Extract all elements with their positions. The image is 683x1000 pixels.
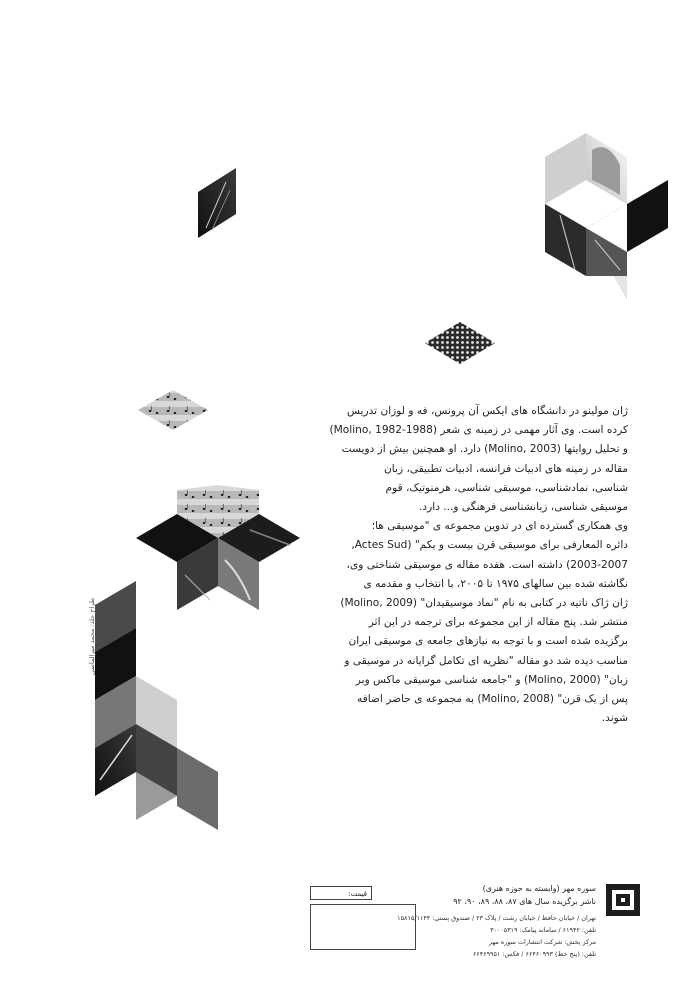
article-line: وی همکاری گسترده ای در تدوین مجموعه ی "موسیقی ها؛ (371, 520, 628, 533)
article-line: زبان" (Molino, 2000) و "جامعه شناسی موسیقی ماکس وبر (355, 673, 628, 686)
designer-credit: طراح جلد: محمد میرالماسی (88, 598, 96, 675)
article-line: پس از یک قرن" (Molino, 2008) به مجموعه ی حاضر اضافه (356, 693, 628, 706)
address-line: مرکز پخش: شرکت انتشارات سوره مهر (488, 938, 596, 946)
address-line: تلفن: ۶۱۹۴۲ / سامانه پیامک: ۳۰۰۰۵۳۱۹ (490, 926, 596, 934)
article-line: ژان ژاک ناتیه در کتابی به نام "نماد موسیقیدان" (Molino, 2009) (340, 597, 628, 610)
photo-rhombus-small (198, 168, 236, 238)
score-rhombus-left (138, 390, 208, 430)
article-body (300, 402, 628, 728)
article-line: دائره المعارفی برای موسیقی قرن بیست و یکم" (Actes Sud, (351, 539, 628, 552)
publisher-award: ناشر برگزیده سال های ۸۷، ۸۸، ۸۹، ۹۰، ۹۲ (453, 897, 596, 906)
article-line: مقاله در زمینه های ادبیات فرانسه، ادبیات تطبیقی، زبان (384, 462, 628, 475)
price-label: قیمت: (310, 886, 372, 900)
article-line: منتشر شد. پنج مقاله از این مجموعه برای ترجمه در این اثر (368, 616, 628, 629)
photo-star-top-right (545, 133, 668, 300)
article-line: برگزیده شده است و با توجه به نیازهای جامعه ی موسیقی ایران (348, 635, 628, 648)
article-line: مناسب دیده شد دو مقاله "نظریه ای تکامل گرایانه در موسیقی و (344, 654, 628, 667)
publisher-footer (308, 884, 640, 984)
address-line: تلفن: (پنج خط) ۶۶۴۶۰۹۹۳ / فکس: ۶۶۴۶۹۹۵۱ (472, 950, 596, 958)
article-line: موسیقی شناسی، زبانشناسی فرهنگی و... دارد. (419, 501, 628, 514)
article-line: کرده است. وی آثار مهمی در زمینه ی شعر (Molino, 1982-1988) (329, 424, 628, 437)
barcode-box (310, 904, 416, 950)
article-line: ژان مولینو در دانشگاه های ایکس آن پرونس، فه و لوزان تدریس (347, 405, 628, 417)
photo-star-middle-left (136, 485, 300, 610)
article-line: نگاشته شده بین سالهای ۱۹۷۵ تا ۲۰۰۵، با انتخاب و مقدمه ی (363, 577, 628, 590)
article-line: شوند. (601, 712, 628, 725)
article-line: شناسی، نمادشناسی، موسیقی شناسی، هرمنوتیک، قوم (385, 481, 628, 494)
publisher-name: سوره مهر (وابسته به حوزه هنری) (482, 884, 596, 893)
address-line: تهران / خیابان حافظ / خیابان رشت / پلاک ۲۳ / صندوق پستی: ۱۵۸۱۵/۱۱۴۴ (397, 914, 596, 922)
article-line: و تحلیل روایتها (Molino, 2003) دارد. او همچنین بیش از دویست (341, 443, 628, 456)
photo-column-lower-left (95, 581, 218, 830)
pattern-rhombus (425, 322, 495, 364)
article-line: 2003-2007) داشته است. هفده مقاله ی موسیقی شناختی وی، (346, 558, 628, 571)
